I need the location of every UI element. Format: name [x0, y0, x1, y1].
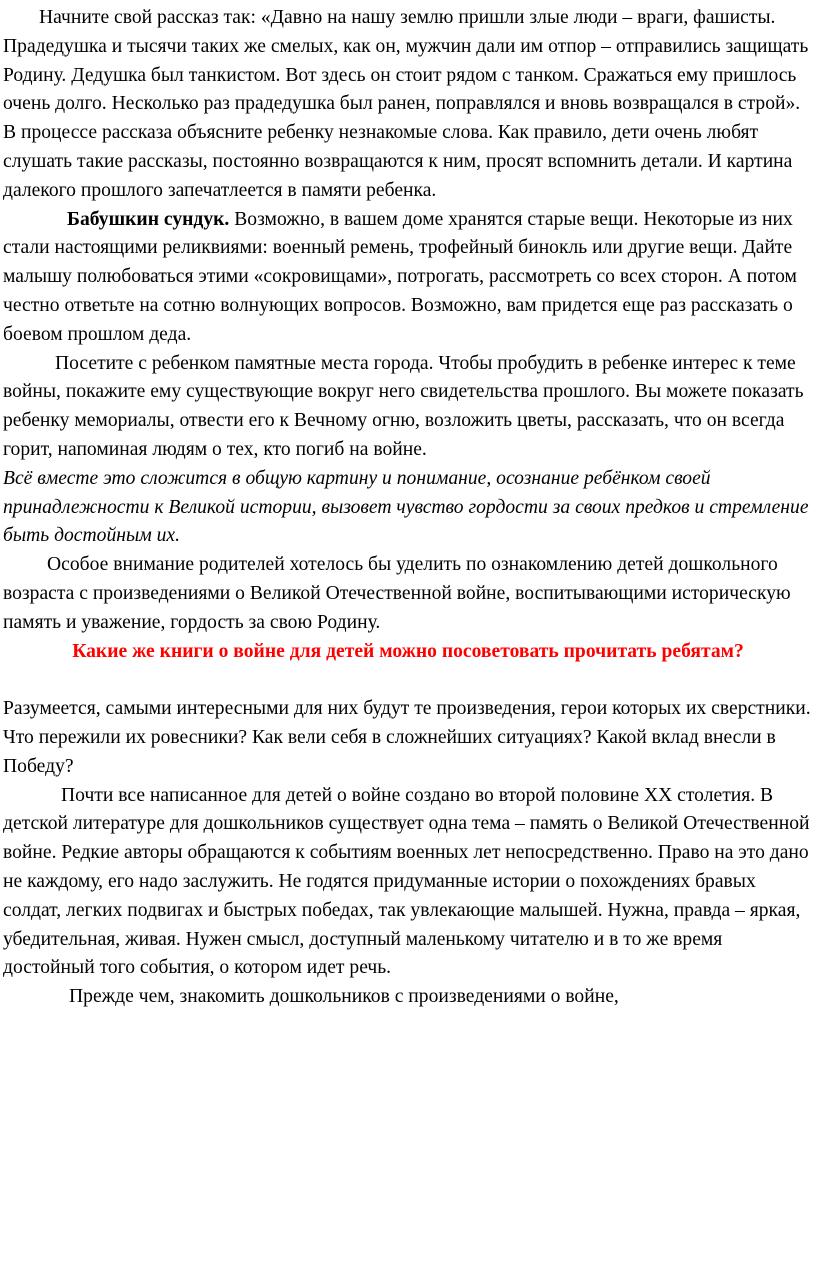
paragraph-parents-attention: Особое внимание родителей хотелось бы уделить по ознакомлению детей дошкольного возраста с произведениями о Великой Отечественной войне, воспитывающими историческую память и уважение, гордость за свою Родину. — [3, 554, 791, 633]
paragraph-peer-heroes: Разумеется, самыми интересными для них будут те произведения, герои которых их сверстники. Что пережили их ровесники? Как вели себя в сложнейших ситуациях? Какой вклад внесли в Победу? — [3, 698, 811, 777]
paragraph-italic-summary: Всё вместе это сложится в общую картину и понимание, осознание ребёнком своей принадлежности к Великой истории, вызовет чувство гордости за своих предков и стремление быть достойным их. — [3, 467, 809, 547]
blank-line — [3, 666, 813, 695]
paragraph-grandma-chest-title: Бабушкин сундук. — [67, 208, 230, 230]
paragraph-twentieth-century: Почти все написанное для детей о войне создано во второй половине ХХ столетия. В детской литературе для дошкольников существует одна тема – память о Великой Отечественной войне. Редкие авторы обращаются к событиям военных лет непосредственно. Право на это дано не каждому, его надо заслужить. Не годятся придуманные истории о похождениях бравых солдат, легких подвигах и быстрых победах, так увлекающие малышей. Нужна, правда – яркая, убедительная, живая. Нужен смысл, доступный маленькому читателю и в то же время достойный того события, о котором идет речь. — [3, 784, 810, 979]
paragraph-grandma-chest — [3, 206, 813, 350]
section-heading-books: Какие же книги о войне для детей можно посоветовать прочитать ребятам? — [72, 640, 744, 662]
paragraph-story-intro: Начните свой рассказ так: «Давно на нашу землю пришли злые люди – враги, фашисты. Прадедушка и тысячи таких же смелых, как он, мужчин дали им отпор – отправились защищать Родину. Дедушка был танкистом. Вот здесь он стоит рядом с танком. Сражаться ему пришлось очень долго. Несколько раз прадедушка был ранен, поправлялся и вновь возвращался в строй». В процессе рассказа объясните ребенку незнакомые слова. Как правило, дети очень любят слушать такие рассказы, постоянно возвращаются к ним, просят вспомнить детали. И картина далекого прошлого запечатлеется в памяти ребенка. — [3, 7, 809, 201]
paragraph-grandma-chest-body: Возможно, в вашем доме хранятся старые вещи. Некоторые из них стали настоящими реликвиями: военный ремень, трофейный бинокль или другие вещи. Дайте малышу полюбоваться этими «сокровищами», потрогать, рассмотреть со всех сторон. А потом честно ответьте на сотню волнующих вопросов. Возможно, вам придется еще раз рассказать о боевом прошлом деда. — [3, 208, 797, 345]
paragraph-memorial-places: Посетите с ребенком памятные места города. Чтобы пробудить в ребенке интерес к теме войны, покажите ему существующие вокруг него свидетельства прошлого. Вы можете показать ребенку мемориалы, отвести его к Вечному огню, возложить цветы, рассказать, что он всегда горит, напоминая людям о тех, кто погиб на войне. — [3, 352, 804, 460]
paragraph-before-introducing: Прежде чем, знакомить дошкольников с произведениями о войне, — [69, 986, 619, 1008]
